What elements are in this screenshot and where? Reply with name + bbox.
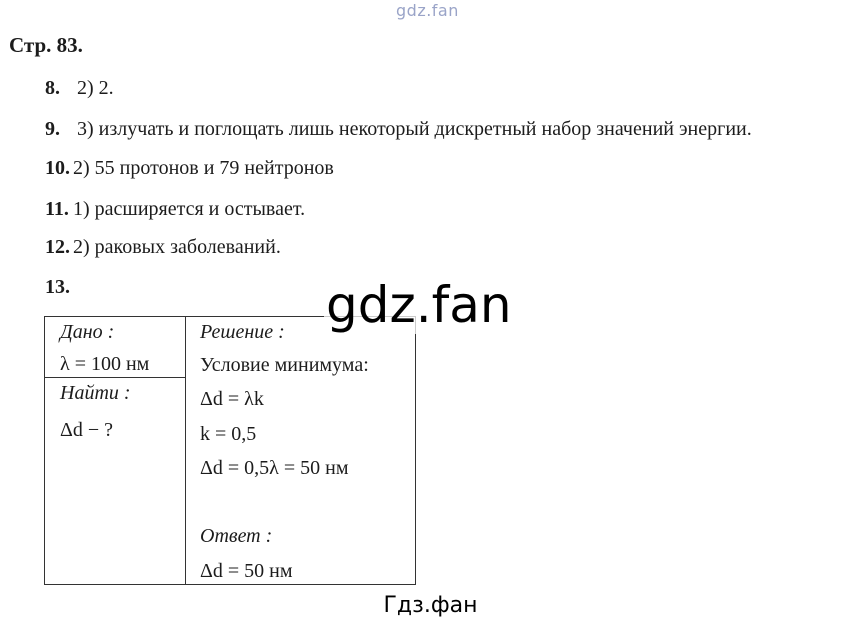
answer-number: 11.	[45, 198, 69, 220]
answer-text: 2) раковых заболеваний.	[73, 236, 281, 258]
watermark-center: gdz.fan	[326, 276, 512, 334]
answer-item-8	[45, 77, 114, 100]
answer-number: 13.	[45, 276, 70, 298]
answer-label: Ответ :	[200, 525, 273, 547]
answer-number: 12.	[45, 236, 70, 258]
column-divider	[185, 317, 186, 584]
answer-item-12	[45, 236, 281, 259]
answer-text: 2) 55 протонов и 79 нейтронов	[73, 157, 334, 179]
answer-text: 2) 2.	[77, 77, 114, 99]
answer-text: 1) расширяется и остывает.	[73, 198, 306, 220]
find-label: Найти :	[60, 382, 131, 404]
given-divider	[45, 377, 185, 378]
problem-box	[44, 316, 416, 585]
given-value: λ = 100 нм	[60, 353, 150, 375]
answer-number: 8.	[45, 77, 60, 99]
answer-item-9	[45, 118, 752, 141]
watermark-bottom: Гдз.фан	[383, 593, 478, 618]
answer-number: 9.	[45, 118, 60, 140]
answer-item-11	[45, 198, 305, 221]
answer-item-13	[45, 276, 70, 299]
answer-number: 10.	[45, 157, 70, 179]
given-label: Дано :	[60, 321, 115, 343]
watermark-top: gdz.fan	[396, 1, 459, 20]
solution-line: Условие минимума:	[200, 354, 369, 376]
solution-line: k = 0,5	[200, 423, 257, 445]
answer-value: Δd = 50 нм	[200, 560, 293, 582]
answer-text: 3) излучать и поглощать лишь некоторый дискретный набор значений энергии.	[77, 118, 752, 140]
answer-item-10	[45, 157, 334, 180]
solution-line: Δd = 0,5λ = 50 нм	[200, 457, 349, 479]
solution-label: Решение :	[200, 321, 285, 343]
solution-line: Δd = λk	[200, 388, 264, 410]
find-value: Δd − ?	[60, 419, 114, 441]
page-number: Стр. 83.	[9, 33, 83, 57]
